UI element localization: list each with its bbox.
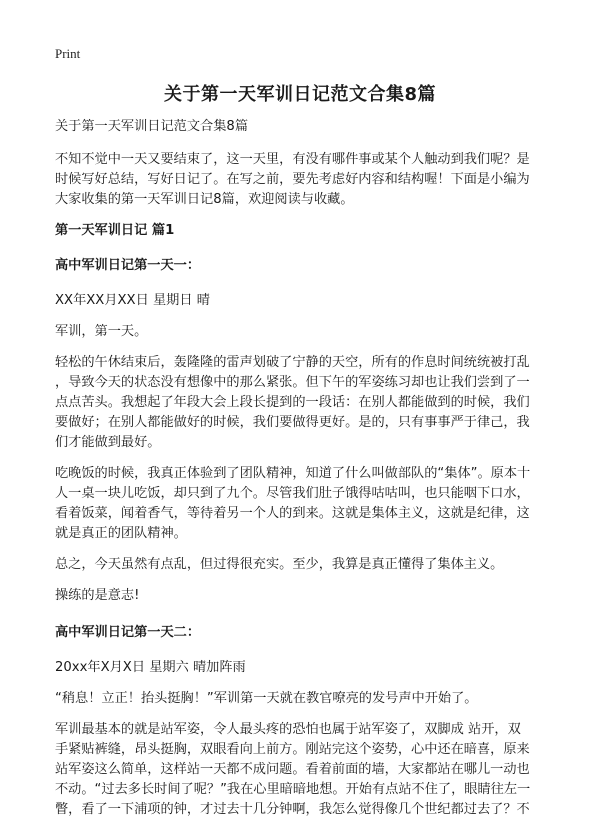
day1-paragraph-2 bbox=[55, 353, 550, 453]
text-line: ，导致今天的状态没有想像中的那么紧张。但下午的军姿练习却也让我们尝到了一 bbox=[55, 375, 530, 390]
text-line: 瞥，看了一下浦项的钟，才过去十几分钟啊，我怎么觉得像几个世纪都过去了？不 bbox=[55, 802, 530, 817]
document-body bbox=[55, 117, 550, 831]
intro-paragraph bbox=[55, 150, 550, 210]
day1-date: XX年XX月XX日 星期日 晴 bbox=[55, 293, 210, 308]
text-line: 们才能做到最好。 bbox=[55, 435, 161, 450]
day2-paragraph-2 bbox=[55, 720, 550, 820]
text-line: 看着饭菜，闻着香气，等待着另一个人的到来。这就是集体主义，这就是纪律，这 bbox=[55, 506, 530, 521]
section-heading: 第一天军训日记 篇1 bbox=[55, 223, 175, 238]
day1-paragraph-1: 军训，第一天。 bbox=[55, 324, 148, 339]
document-title: 关于第一天军训日记范文合集8篇 bbox=[163, 84, 437, 105]
subtitle: 关于第一天军训日记范文合集8篇 bbox=[55, 119, 249, 134]
text-line: 就是真正的团队精神。 bbox=[55, 526, 187, 541]
day2-heading: 高中军训日记第一天二： bbox=[55, 625, 201, 640]
text-line: 大家收集的第一天军训日记8篇，欢迎阅读与收藏。 bbox=[55, 192, 354, 207]
text-line: 轻松的午休结束后，轰隆隆的雷声划破了宁静的天空，所有的作息时间统统被打乱 bbox=[55, 355, 530, 370]
day1-paragraph-4: 总之，今天虽然有点乱，但过得很充实。至少，我算是真正懂得了集体主义。 bbox=[55, 557, 504, 572]
text-line: 时候写好总结，写好日记了。在写之前，要先考虑好内容和结构喔！下面是小编为 bbox=[55, 172, 530, 187]
text-line: 人一桌一块儿吃饭，却只到了九个。尽管我们肚子饿得咕咕叫，也只能咽下口水， bbox=[55, 486, 530, 501]
text-line: 手紧贴裤缝，昂头挺胸，双眼看向上前方。刚站完这个姿势，心中还在暗喜，原来 bbox=[55, 742, 530, 757]
text-line: 站军姿这么简单，这样站一天都不成问题。看着前面的墙，大家都站在哪儿一动也 bbox=[55, 762, 530, 777]
day1-paragraph-5: 操练的是意志! bbox=[55, 588, 140, 603]
day2-paragraph-1: “稍息！立正！抬头挺胸！”军训第一天就在教官嘹亮的发号声中开始了。 bbox=[55, 691, 478, 706]
day1-heading: 高中军训日记第一天一： bbox=[55, 258, 201, 273]
text-line: 军训最基本的就是站军姿，令人最头疼的恐怕也属于站军姿了，双脚成 站开，双 bbox=[55, 722, 521, 737]
day2-date: 20xx年X月X日 星期六 晴加阵雨 bbox=[55, 660, 246, 675]
text-line: 不知不觉中一天又要结束了，这一天里，有没有哪件事或某个人触动到我们呢？是 bbox=[55, 152, 530, 167]
text-line: 不动。“过去多长时间了呢？”我在心里暗暗地想。开始有点站不住了，眼睛往左一 bbox=[55, 782, 531, 797]
print-link[interactable]: Print bbox=[55, 46, 81, 61]
day1-paragraph-3 bbox=[55, 464, 550, 544]
text-line: 要做好；在别人都能做好的时候，我们要做得更好。是的，只有事事严于律己，我 bbox=[55, 415, 530, 430]
text-line: 吃晚饭的时候，我真正体验到了团队精神，知道了什么叫做部队的“集体”。原本十 bbox=[55, 466, 531, 481]
text-line: 点点苦头。我想起了年段大会上段长提到的一段话：在别人都能做到的时候，我们 bbox=[55, 395, 530, 410]
